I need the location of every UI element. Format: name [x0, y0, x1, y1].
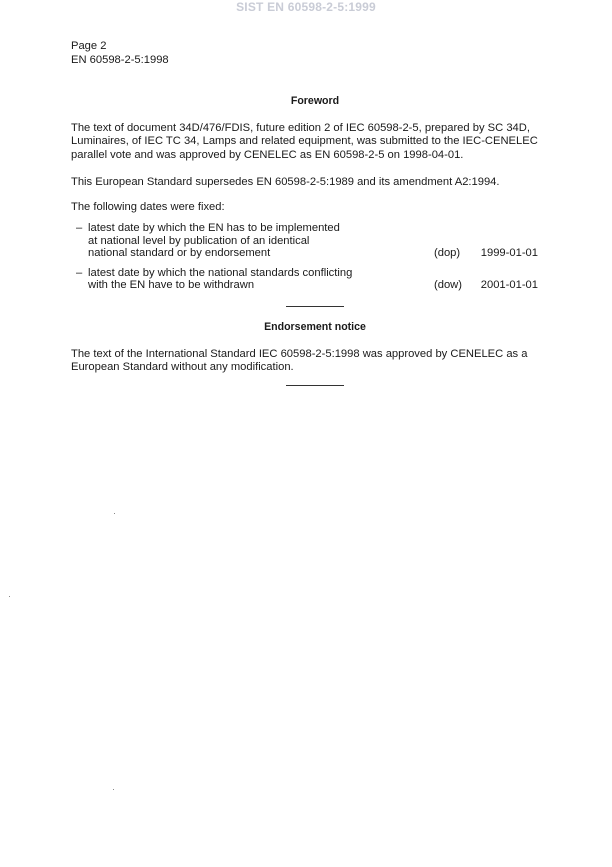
foreword-paragraph-1 — [71, 122, 561, 162]
date-value: 1999-01-01 — [480, 247, 538, 260]
page-number: Page 2 — [71, 40, 107, 52]
list-item-dow — [76, 267, 538, 292]
text-line: Luminaires, of IEC TC 34, Lamps and related equipment, was submitted to the IEC-CENELEC — [71, 135, 538, 148]
list-item-dop — [76, 222, 538, 260]
foreword-paragraph-3: The following dates were fixed: — [71, 201, 225, 213]
foreword-title: Foreword — [290, 95, 340, 107]
foreword-paragraph-2: This European Standard supersedes EN 60598-2-5:1989 and its amendment A2:1994. — [71, 176, 500, 188]
scan-speck — [114, 513, 115, 514]
dash-bullet: – — [76, 266, 83, 279]
text-line: national standard or by endorsement — [88, 247, 271, 260]
scan-speck — [113, 789, 114, 790]
dates-list — [76, 222, 538, 292]
endorsement-paragraph — [71, 348, 561, 375]
date-code: (dop) — [434, 247, 461, 260]
watermark: SIST EN 60598-2-5:1999 — [236, 0, 376, 14]
text-line: parallel vote and was approved by CENELEC as EN 60598-2-5 on 1998-04-01. — [71, 148, 464, 161]
end-divider — [286, 385, 344, 386]
dash-bullet: – — [76, 222, 83, 234]
section-divider — [286, 306, 344, 307]
page-header — [71, 40, 169, 67]
text-line: The text of the International Standard IEC 60598-2-5:1998 was approved by CENELEC as a — [71, 348, 528, 360]
text-line: latest date by which the EN has to be implemented — [88, 222, 340, 234]
scan-speck — [9, 596, 10, 597]
text-line: with the EN have to be withdrawn — [88, 279, 255, 292]
text-line: European Standard without any modification. — [71, 361, 294, 374]
text-line: latest date by which the national standards conflicting — [88, 266, 353, 279]
text-line: at national level by publication of an identical — [88, 234, 310, 247]
endorsement-title: Endorsement notice — [264, 321, 366, 333]
date-code: (dow) — [434, 279, 462, 292]
text-line: The text of document 34D/476/FDIS, future edition 2 of IEC 60598-2-5, prepared by SC 34D, — [71, 122, 530, 134]
standard-id: EN 60598-2-5:1998 — [71, 53, 169, 66]
date-value: 2001-01-01 — [480, 279, 538, 292]
